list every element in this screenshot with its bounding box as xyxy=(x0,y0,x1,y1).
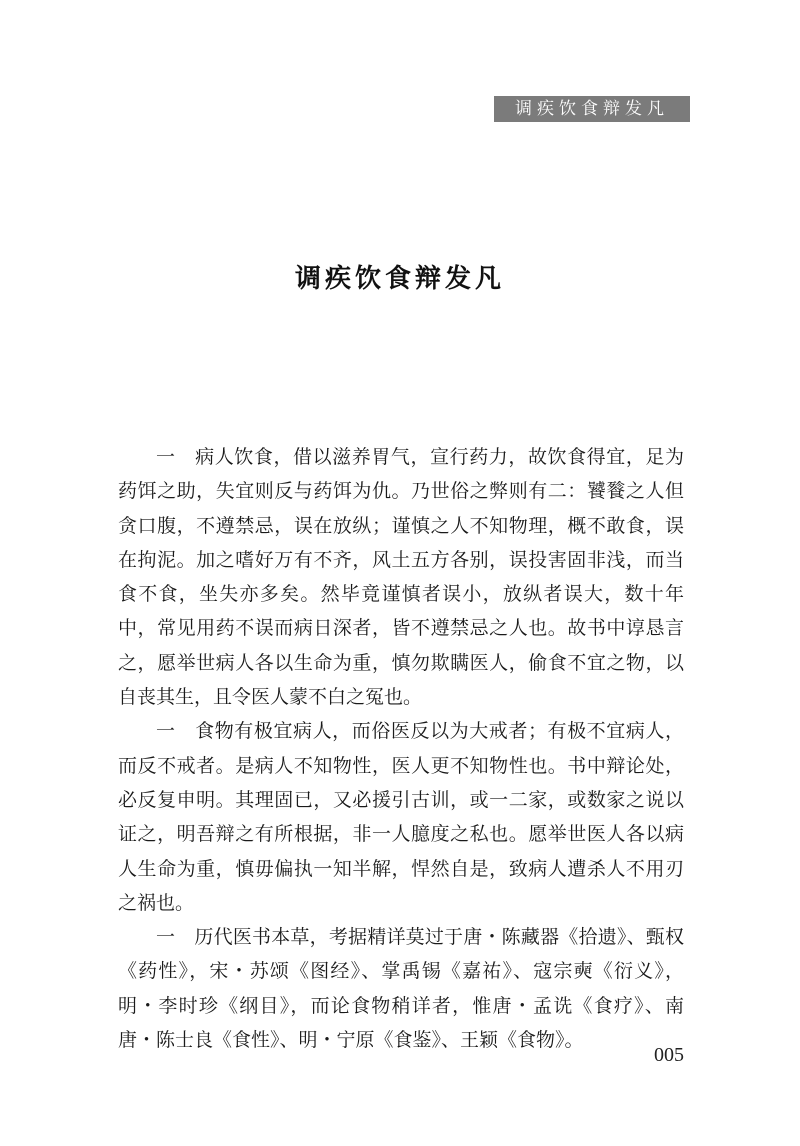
running-header: 调疾饮食辩发凡 xyxy=(494,96,690,122)
body-text xyxy=(118,440,684,1057)
paragraph: 一 病人饮食，借以滋养胃气，宣行药力，故饮食得宜，足为药饵之助，失宜则反与药饵为仇。乃世俗之弊则有二：饕餮之人但贪口腹，不遵禁忌，误在放纵；谨慎之人不知物理，概不敢食，误在拘泥。加之嗜好万有不齐，风土五方各别，误投害固非浅，而当食不食，坐失亦多矣。然毕竟谨慎者误小，放纵者误大，数十年中，常见用药不误而病日深者，皆不遵禁忌之人也。故书中谆恳言之，愿举世病人各以生命为重，慎勿欺瞒医人，偷食不宜之物，以自丧其生，且令医人蒙不白之冤也。 xyxy=(118,446,684,709)
paragraph: 一 食物有极宜病人，而俗医反以为大戒者；有极不宜病人，而反不戒者。是病人不知物性，医人更不知物性也。书中辩论处，必反复申明。其理固已，又必援引古训，或一二家，或数家之说以证之，明吾辩之有所根据，非一人臆度之私也。愿举世医人各以病人生命为重，慎毋偏执一知半解，悍然自是，致病人遭杀人不用刃之祸也。 xyxy=(118,720,684,914)
chapter-title: 调疾饮食辩发凡 xyxy=(294,264,505,294)
paragraph: 一 历代医书本草，考据精详莫过于唐・陈藏器《拾遗》、甄权《药性》，宋・苏颂《图经》、掌禹锡《嘉祐》、寇宗奭《衍义》，明・李时珍《纲目》，而论食物稍详者，惟唐・孟诜《食疗》、南唐・陈士良《食性》、明・宁原《食鉴》、王颖《食物》。 xyxy=(118,926,684,1052)
page-number: 005 xyxy=(654,1044,684,1066)
